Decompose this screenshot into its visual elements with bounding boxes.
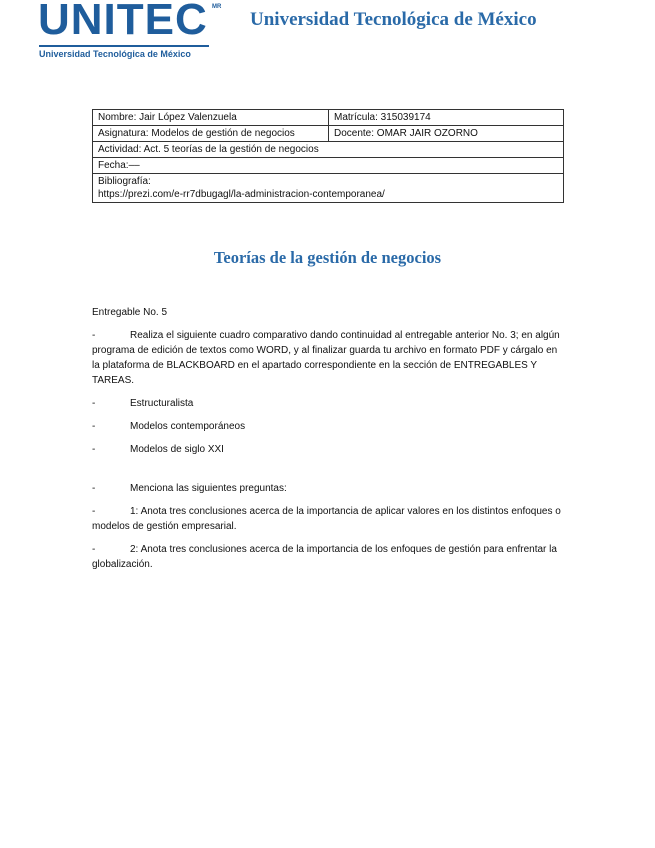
- university-title: Universidad Tecnológica de México: [250, 9, 537, 30]
- logo-wordmark: UNITEC: [38, 0, 208, 44]
- logo-subtitle: Universidad Tecnológica de México: [39, 49, 191, 59]
- list-item: [92, 442, 562, 457]
- dash-marker: -: [92, 483, 96, 494]
- question-1: [92, 504, 562, 534]
- document-body: [92, 305, 562, 580]
- instruction-paragraph: [92, 328, 562, 388]
- dash-marker: -: [92, 444, 96, 455]
- dash-marker: -: [92, 421, 96, 432]
- dash-marker: -: [92, 398, 96, 409]
- list-item-text: Estructuralista: [130, 398, 194, 409]
- spacer: [92, 465, 562, 481]
- logo-trademark: MR: [212, 4, 222, 10]
- questions-intro-text: Menciona las siguientes preguntas:: [130, 483, 287, 494]
- list-item-text: Modelos de siglo XXI: [130, 444, 224, 455]
- table-row: [93, 126, 564, 142]
- date-cell: Fecha:––: [93, 158, 564, 174]
- bibliography-label: Bibliografía:: [98, 176, 151, 187]
- activity-cell: Actividad: Act. 5 teorías de la gestión de negocios: [93, 142, 564, 158]
- questions-intro: [92, 481, 562, 496]
- table-row: [93, 142, 564, 158]
- instruction-text: Realiza el siguiente cuadro comparativo dando continuidad al entregable anterior No. 3; en algún programa de edición de textos como WORD, y al finalizar guarda tu archivo en formato PDF y cárgalo en la plataforma de BLACKBOARD en el apartado correspondiente en la sección de ENTREGABLES Y TAREAS.: [92, 330, 560, 386]
- entregable-label: Entregable No. 5: [92, 307, 168, 318]
- table-row: [93, 174, 564, 203]
- question-2-text: 2: Anota tres conclusiones acerca de la importancia de los enfoques de gestión para enfrentar la globalización.: [92, 544, 557, 570]
- dash-marker: -: [92, 544, 96, 555]
- bibliography-cell: [93, 174, 564, 203]
- dash-marker: -: [92, 506, 96, 517]
- question-2: [92, 542, 562, 572]
- table-row: [93, 110, 564, 126]
- dash-marker: -: [92, 330, 96, 341]
- question-1-text: 1: Anota tres conclusiones acerca de la importancia de aplicar valores en los distintos enfoques o modelos de gestión empresarial.: [92, 506, 561, 532]
- list-item: [92, 396, 562, 411]
- subject-cell: Asignatura: Modelos de gestión de negocios: [93, 126, 329, 142]
- list-item: [92, 419, 562, 434]
- unitec-logo: [38, 0, 222, 60]
- document-title: Teorías de la gestión de negocios: [213, 248, 442, 267]
- list-item-text: Modelos contemporáneos: [130, 421, 246, 432]
- student-info-table: [92, 109, 564, 203]
- bibliography-url: https://prezi.com/e-rr7dbugagl/la-administracion-contemporanea/: [98, 189, 385, 200]
- student-name-cell: Nombre: Jair López Valenzuela: [93, 110, 329, 126]
- teacher-cell: Docente: OMAR JAIR OZORNO: [329, 126, 564, 142]
- logo-divider: [39, 45, 209, 47]
- student-id-cell: Matrícula: 315039174: [329, 110, 564, 126]
- table-row: [93, 158, 564, 174]
